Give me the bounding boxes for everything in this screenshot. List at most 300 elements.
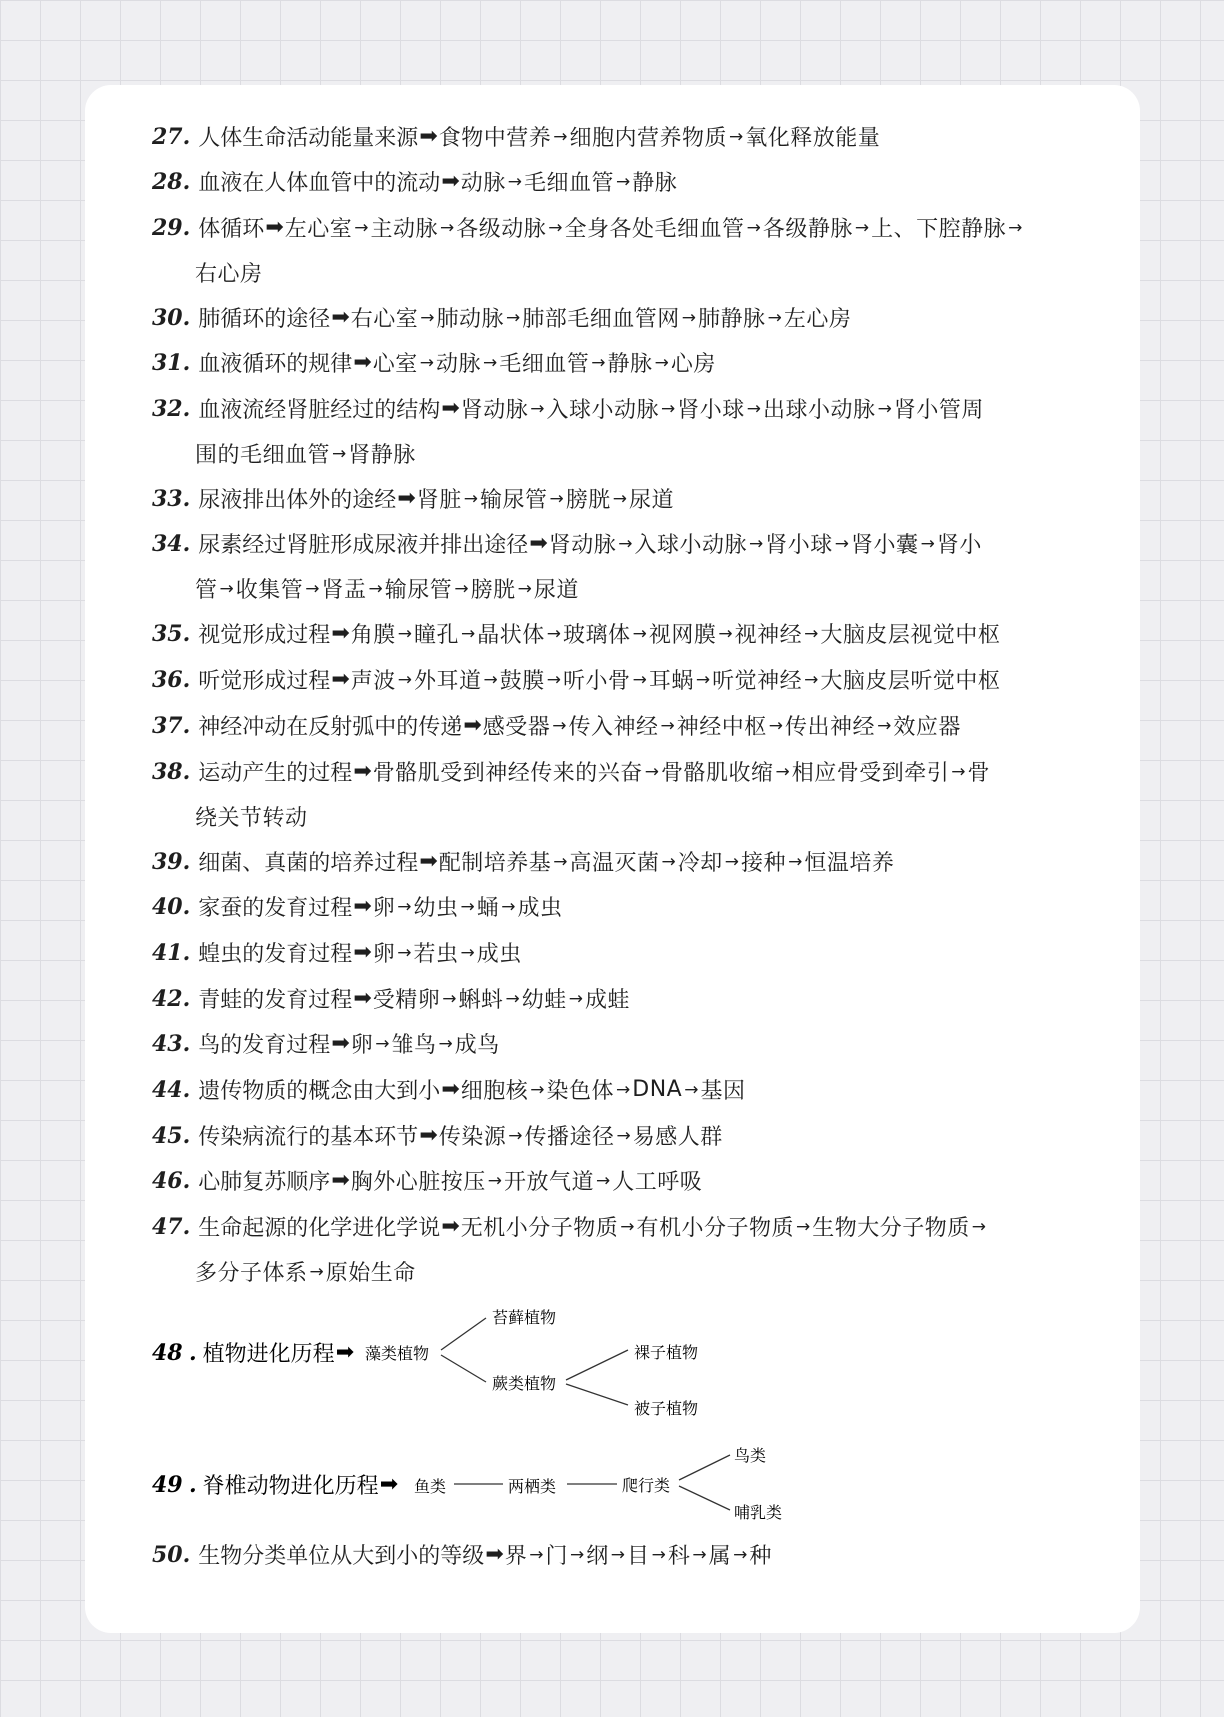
arrow-icon: → <box>618 533 633 554</box>
arrow-icon: → <box>501 896 516 917</box>
flow-step: 骨骼肌受到神经传来的兴奋 <box>372 761 643 786</box>
item-number: 38 <box>152 758 183 785</box>
big-arrow-icon: ➡ <box>353 350 372 375</box>
flow-step: 界 <box>504 1544 528 1569</box>
flow-step: 骨骼肌收缩 <box>661 761 774 786</box>
item-number: 29 <box>152 214 183 241</box>
arrow-icon: → <box>375 1033 390 1054</box>
arrow-icon: → <box>549 488 564 509</box>
flow-step: 绕关节转动 <box>195 806 308 831</box>
arrow-icon: → <box>746 217 761 238</box>
flow-step: 主动脉 <box>370 217 439 242</box>
flow-line <box>152 976 1082 1021</box>
arrow-icon: → <box>804 669 819 690</box>
flow-item-34 <box>152 521 1082 611</box>
flow-line <box>152 205 1082 250</box>
flow-line <box>152 1021 1082 1066</box>
arrow-icon: → <box>309 1261 324 1282</box>
arrow-icon: → <box>552 715 567 736</box>
flow-step: 原始生命 <box>325 1261 416 1286</box>
item-title: 体循环 <box>198 217 265 242</box>
flow-step: 尿道 <box>629 488 675 513</box>
flow-step: 胸外心脏按压 <box>350 1170 486 1195</box>
arrow-icon: → <box>877 715 892 736</box>
flow-step: 受精卵 <box>372 988 441 1013</box>
big-arrow-icon: ➡ <box>265 215 284 240</box>
flow-item-43 <box>152 1021 1082 1066</box>
flow-step: 鼓膜 <box>499 669 545 694</box>
flow-item-33 <box>152 476 1082 521</box>
flow-step: 成鸟 <box>454 1033 500 1058</box>
item-number-dot: . <box>182 1076 191 1103</box>
arrow-icon: → <box>767 307 782 328</box>
flow-item-45 <box>152 1113 1082 1158</box>
big-arrow-icon: ➡ <box>353 986 372 1011</box>
arrow-icon: → <box>729 126 744 147</box>
item-title: 人体生命活动能量来源 <box>198 126 419 151</box>
flow-step: 纲 <box>586 1544 609 1569</box>
arrow-icon: → <box>419 352 435 373</box>
flow-step: 尿道 <box>533 578 579 603</box>
flow-step: 卵 <box>350 1033 374 1058</box>
arrow-icon: → <box>438 1033 453 1054</box>
flow-step: 成虫 <box>476 942 522 967</box>
item-title: 鸟的发育过程 <box>198 1033 331 1058</box>
flow-step: 生物大分子物质 <box>812 1216 970 1241</box>
flow-item-31 <box>152 340 1082 385</box>
flow-item-28 <box>152 159 1082 204</box>
flow-step: 肺部毛细血管网 <box>522 307 680 332</box>
arrow-icon: → <box>684 1079 699 1100</box>
item-number: 27 <box>152 123 183 150</box>
arrow-icon: → <box>454 578 469 599</box>
item-title: 肺循环的途径 <box>198 307 331 332</box>
flow-step: 静脉 <box>632 171 678 196</box>
flow-step: 多分子体系 <box>195 1261 308 1286</box>
flow-step: 幼虫 <box>413 896 459 921</box>
item-number: 39 <box>152 848 183 875</box>
flow-item-47 <box>152 1204 1082 1294</box>
flow-step: 成虫 <box>517 896 563 921</box>
arrow-icon: → <box>530 398 545 419</box>
arrow-icon: → <box>695 669 711 690</box>
flow-line <box>152 749 1082 794</box>
flow-step: 声波 <box>350 669 396 694</box>
flow-step: 冷却 <box>677 851 723 876</box>
arrow-icon: → <box>610 1544 626 1565</box>
item-title: 青蛙的发育过程 <box>198 988 353 1013</box>
arrow-icon: → <box>596 1170 611 1191</box>
flow-step: 各级动脉 <box>456 217 547 242</box>
arrow-icon: → <box>368 578 383 599</box>
item-number-dot: . <box>182 939 191 966</box>
node-amphibian: 两栖类 <box>508 1477 557 1496</box>
flow-item-41 <box>152 930 1082 975</box>
flow-line <box>152 884 1082 929</box>
node-algae: 藻类植物 <box>365 1344 430 1363</box>
item-number: 34 <box>152 530 183 557</box>
item-number-dot: . <box>182 1541 191 1568</box>
arrow-icon: → <box>651 1544 666 1565</box>
arrow-icon: → <box>661 851 676 872</box>
item-title: 植物进化历程 <box>202 1342 335 1367</box>
node-fern: 蕨类植物 <box>492 1374 557 1393</box>
item-number: 31 <box>152 349 183 376</box>
item-title: 生物分类单位从大到小的等级 <box>198 1544 485 1569</box>
item-number-dot: . <box>182 1122 191 1149</box>
item-number-dot: . <box>182 758 191 785</box>
flow-step: 肾小球 <box>765 533 833 558</box>
flow-step: 瞳孔 <box>414 623 460 648</box>
flow-item-27 <box>152 114 1082 159</box>
flow-step: 视神经 <box>734 623 803 648</box>
flow-continuation-line <box>152 250 1082 295</box>
arrow-icon: → <box>644 761 660 782</box>
flow-step: 属 <box>708 1544 732 1569</box>
flow-item-44 <box>152 1067 1082 1112</box>
flow-item-37 <box>152 703 1082 748</box>
arrow-icon: → <box>796 1216 811 1237</box>
item-title: 生命起源的化学进化学说 <box>198 1216 441 1241</box>
arrow-icon: → <box>768 715 784 736</box>
arrow-icon: → <box>724 851 740 872</box>
item-number-dot: . <box>182 848 191 875</box>
item-number-dot: . <box>182 214 191 241</box>
item-number-dot: . <box>182 123 191 150</box>
item-number-dot: . <box>182 666 191 693</box>
big-arrow-icon: ➡ <box>335 1340 355 1365</box>
arrow-icon: → <box>483 352 498 373</box>
big-arrow-icon: ➡ <box>331 621 350 646</box>
arrow-icon: → <box>804 623 819 644</box>
arrow-icon: → <box>620 1216 635 1237</box>
arrow-icon: → <box>877 398 892 419</box>
big-arrow-icon: ➡ <box>419 849 438 874</box>
flow-step: 幼蛙 <box>521 988 567 1013</box>
flow-step: 毛细血管 <box>499 352 590 377</box>
arrow-icon: → <box>420 307 435 328</box>
flow-step: 上、下腔静脉 <box>871 217 1007 242</box>
flow-line <box>152 839 1082 884</box>
big-arrow-icon: ➡ <box>353 940 372 965</box>
flow-step: 听觉神经 <box>712 669 803 694</box>
flow-step: 肾小管周 <box>893 398 984 423</box>
flow-step: 玻璃体 <box>563 623 631 648</box>
arrow-icon: → <box>354 217 369 238</box>
item-title: 尿液排出体外的途经 <box>198 488 397 513</box>
flow-step: 输尿管 <box>480 488 548 513</box>
big-arrow-icon: ➡ <box>441 1214 460 1239</box>
flow-line <box>152 114 1082 159</box>
flow-line <box>152 340 1082 385</box>
flow-step: 膀胱 <box>470 578 516 603</box>
flow-step: 肾动脉 <box>460 398 529 423</box>
flow-step: 科 <box>667 1544 691 1569</box>
flow-step: 入球小动脉 <box>546 398 660 423</box>
flow-step: 左心室 <box>284 217 353 242</box>
arrow-icon: → <box>616 1079 631 1100</box>
item-number-dot: . <box>182 395 191 422</box>
big-arrow-icon: ➡ <box>485 1542 504 1567</box>
item-number-dot: . <box>182 168 191 195</box>
flow-step: 动脉 <box>436 352 482 377</box>
flow-step: 有机小分子物质 <box>636 1216 795 1241</box>
big-arrow-icon: ➡ <box>397 486 416 511</box>
arrow-icon: → <box>775 761 790 782</box>
item-number: 30 <box>152 304 183 331</box>
arrow-icon: → <box>483 669 498 690</box>
flow-step: 细胞内营养物质 <box>569 126 728 151</box>
item-title: 家蚕的发育过程 <box>198 896 353 921</box>
flow-item-35 <box>152 611 1082 656</box>
flow-step: 角膜 <box>350 623 396 648</box>
arrow-icon: → <box>332 443 347 464</box>
flow-step: 大脑皮层视觉中枢 <box>820 623 1001 648</box>
flow-line <box>152 159 1082 204</box>
flow-step: 氧化释放能量 <box>745 126 881 151</box>
arrow-icon: → <box>460 896 475 917</box>
big-arrow-icon: ➡ <box>419 124 438 149</box>
arrow-icon: → <box>397 669 413 690</box>
arrow-icon: → <box>733 1544 748 1565</box>
flow-step: 肺静脉 <box>698 307 766 332</box>
flow-step: 门 <box>545 1544 569 1569</box>
big-arrow-icon: ➡ <box>419 1123 438 1148</box>
flow-step: 围的毛细血管 <box>195 443 331 468</box>
big-arrow-icon: ➡ <box>529 531 548 556</box>
flow-item-29 <box>152 205 1082 295</box>
flow-step: 毛细血管 <box>524 171 615 196</box>
flow-item-42 <box>152 976 1082 1021</box>
arrow-icon: → <box>506 307 521 328</box>
flow-step: 入球小动脉 <box>634 533 748 558</box>
item-number: 47 <box>152 1213 183 1240</box>
item-number-dot: . <box>182 893 191 920</box>
arrow-icon: → <box>397 623 413 644</box>
flow-step: 易感人群 <box>632 1125 723 1150</box>
flow-step: 左心房 <box>783 307 852 332</box>
flow-step: DNA <box>632 1077 683 1102</box>
flow-line <box>152 1067 1082 1112</box>
item-title: 血液流经肾脏经过的结构 <box>198 398 441 423</box>
item-title: 心肺复苏顺序 <box>198 1170 331 1195</box>
arrow-icon: → <box>616 1125 631 1146</box>
item-number-dot: . <box>182 530 191 557</box>
item-number-dot: . <box>182 620 191 647</box>
flow-step: 右心房 <box>195 262 263 287</box>
item-number: 46 <box>152 1167 183 1194</box>
arrow-icon: → <box>661 398 676 419</box>
flow-line <box>152 1204 1082 1249</box>
flow-step: 全身各处毛细血管 <box>564 217 745 242</box>
item-number-dot: . <box>182 712 191 739</box>
item-number: 45 <box>152 1122 183 1149</box>
flow-step: 蝌蚪 <box>458 988 504 1013</box>
flow-item-30 <box>152 295 1082 340</box>
item-number-dot: . <box>182 1030 191 1057</box>
item-number-dot: . <box>182 1213 191 1240</box>
arrow-icon: → <box>219 578 234 599</box>
arrow-icon: → <box>397 942 412 963</box>
flow-step: 接种 <box>741 851 787 876</box>
flow-step: 肾静脉 <box>348 443 416 468</box>
flow-step: 各级静脉 <box>762 217 853 242</box>
flow-step: 膀胱 <box>565 488 611 513</box>
flow-item-46 <box>152 1158 1082 1203</box>
node-gymnosperm: 裸子植物 <box>634 1343 699 1362</box>
arrow-icon: → <box>570 1544 585 1565</box>
arrow-icon: → <box>632 623 647 644</box>
flow-step: 右心室 <box>350 307 419 332</box>
big-arrow-icon: ➡ <box>441 396 460 421</box>
big-arrow-icon: ➡ <box>331 1031 350 1056</box>
big-arrow-icon: ➡ <box>379 1472 399 1497</box>
flow-continuation-line <box>152 566 1082 611</box>
big-arrow-icon: ➡ <box>331 1168 350 1193</box>
item-number: 37 <box>152 712 183 739</box>
arrow-icon: → <box>692 1544 707 1565</box>
arrow-icon: → <box>507 171 523 192</box>
flow-line <box>152 930 1082 975</box>
big-arrow-icon: ➡ <box>353 894 372 919</box>
arrow-icon: → <box>546 669 562 690</box>
arrow-icon: → <box>546 623 562 644</box>
flow-line <box>152 703 1082 748</box>
arrow-icon: → <box>788 851 803 872</box>
flow-line <box>152 657 1082 702</box>
flow-line <box>152 1113 1082 1158</box>
node-fish: 鱼类 <box>414 1477 447 1496</box>
item-title: 血液循环的规律 <box>198 352 353 377</box>
item-number: 44 <box>152 1076 183 1103</box>
flow-step: 高温灭菌 <box>569 851 660 876</box>
flow-line <box>152 1532 1082 1577</box>
arrow-icon: → <box>508 1125 523 1146</box>
flow-step: 传出神经 <box>785 715 876 740</box>
flow-step: 输尿管 <box>384 578 453 603</box>
flow-step: 开放气道 <box>504 1170 595 1195</box>
flow-item-38 <box>152 749 1082 839</box>
item-number: 42 <box>152 985 183 1012</box>
item-48-heading: 48 . 植物进化历程 ➡ <box>152 1330 355 1375</box>
big-arrow-icon: ➡ <box>463 713 482 738</box>
flow-step: 肺动脉 <box>436 307 505 332</box>
flow-step: 心房 <box>670 352 716 377</box>
flow-step: 人工呼吸 <box>612 1170 703 1195</box>
flow-continuation-line <box>152 1249 1082 1294</box>
flow-step: 若虫 <box>413 942 459 967</box>
flow-item-39 <box>152 839 1082 884</box>
flow-step: 视网膜 <box>648 623 717 648</box>
flow-step: 收集管 <box>235 578 304 603</box>
arrow-icon: → <box>612 488 628 509</box>
arrow-icon: → <box>1008 217 1023 238</box>
item-number: 28 <box>152 168 183 195</box>
flow-item-36 <box>152 657 1082 702</box>
flow-line <box>152 476 1082 521</box>
flow-step: 成蛙 <box>585 988 631 1013</box>
arrow-icon: → <box>517 578 532 599</box>
big-arrow-icon: ➡ <box>441 169 460 194</box>
arrow-icon: → <box>616 171 631 192</box>
flow-step: 肾小球 <box>677 398 745 423</box>
flow-line <box>152 521 1082 566</box>
node-mammal: 哺乳类 <box>734 1503 783 1522</box>
flow-continuation-line <box>152 431 1082 476</box>
arrow-icon: → <box>632 669 647 690</box>
arrow-icon: → <box>460 942 475 963</box>
arrow-icon: → <box>553 851 568 872</box>
item-number: 50 <box>152 1541 183 1568</box>
flow-step: 相应骨受到牵引 <box>791 761 950 786</box>
item-number-dot: . <box>182 485 191 512</box>
flow-step: 雏鸟 <box>391 1033 437 1058</box>
arrow-icon: → <box>548 217 563 238</box>
flow-line <box>152 295 1082 340</box>
arrow-icon: → <box>440 217 455 238</box>
flow-step: 细胞核 <box>460 1079 529 1104</box>
item-number: 49 <box>152 1471 183 1498</box>
flow-item-40 <box>152 884 1082 929</box>
big-arrow-icon: ➡ <box>353 759 372 784</box>
item-title: 血液在人体血管中的流动 <box>198 171 441 196</box>
item-title: 视觉形成过程 <box>198 623 331 648</box>
node-bird: 鸟类 <box>734 1446 767 1465</box>
arrow-icon: → <box>461 623 476 644</box>
arrow-icon: → <box>442 988 457 1009</box>
flow-item-50 <box>152 1532 1082 1577</box>
flow-step: 动脉 <box>460 171 506 196</box>
flow-step: 肾盂 <box>321 578 367 603</box>
item-title: 神经冲动在反射弧中的传递 <box>198 715 463 740</box>
arrow-icon: → <box>920 533 935 554</box>
flow-step: 卵 <box>372 896 396 921</box>
arrow-icon: → <box>487 1170 503 1191</box>
flow-step: 目 <box>627 1544 650 1569</box>
arrow-icon: → <box>568 988 584 1009</box>
flow-step: 肾脏 <box>416 488 462 513</box>
flow-step: 肾小 <box>936 533 982 558</box>
item-number-dot: . <box>182 304 191 331</box>
item-title: 蝗虫的发育过程 <box>198 942 353 967</box>
arrow-icon: → <box>660 715 675 736</box>
flow-step: 神经中枢 <box>676 715 767 740</box>
flow-step: 传染源 <box>438 1125 507 1150</box>
flow-step: 感受器 <box>482 715 551 740</box>
flow-step: 效应器 <box>893 715 961 740</box>
item-title: 遗传物质的概念由大到小 <box>198 1079 441 1104</box>
item-number: 48 <box>152 1339 183 1366</box>
item-number: 35 <box>152 620 183 647</box>
arrow-icon: → <box>951 761 966 782</box>
item-number-dot: . <box>182 1167 191 1194</box>
arrow-icon: → <box>834 533 850 554</box>
flow-step: 食物中营养 <box>438 126 552 151</box>
node-reptile: 爬行类 <box>622 1476 671 1495</box>
flow-step: 恒温培养 <box>804 851 895 876</box>
flow-step: 卵 <box>372 942 396 967</box>
arrow-icon: → <box>654 352 669 373</box>
arrow-icon: → <box>505 988 520 1009</box>
item-number-dot: . <box>182 985 191 1012</box>
arrow-icon: → <box>746 398 762 419</box>
flow-step: 骨 <box>967 761 991 786</box>
item-title: 尿素经过肾脏形成尿液并排出途径 <box>198 533 529 558</box>
flow-step: 肾动脉 <box>548 533 617 558</box>
arrow-icon: → <box>718 623 733 644</box>
flow-step: 听小骨 <box>563 669 631 694</box>
arrow-icon: → <box>681 307 697 328</box>
